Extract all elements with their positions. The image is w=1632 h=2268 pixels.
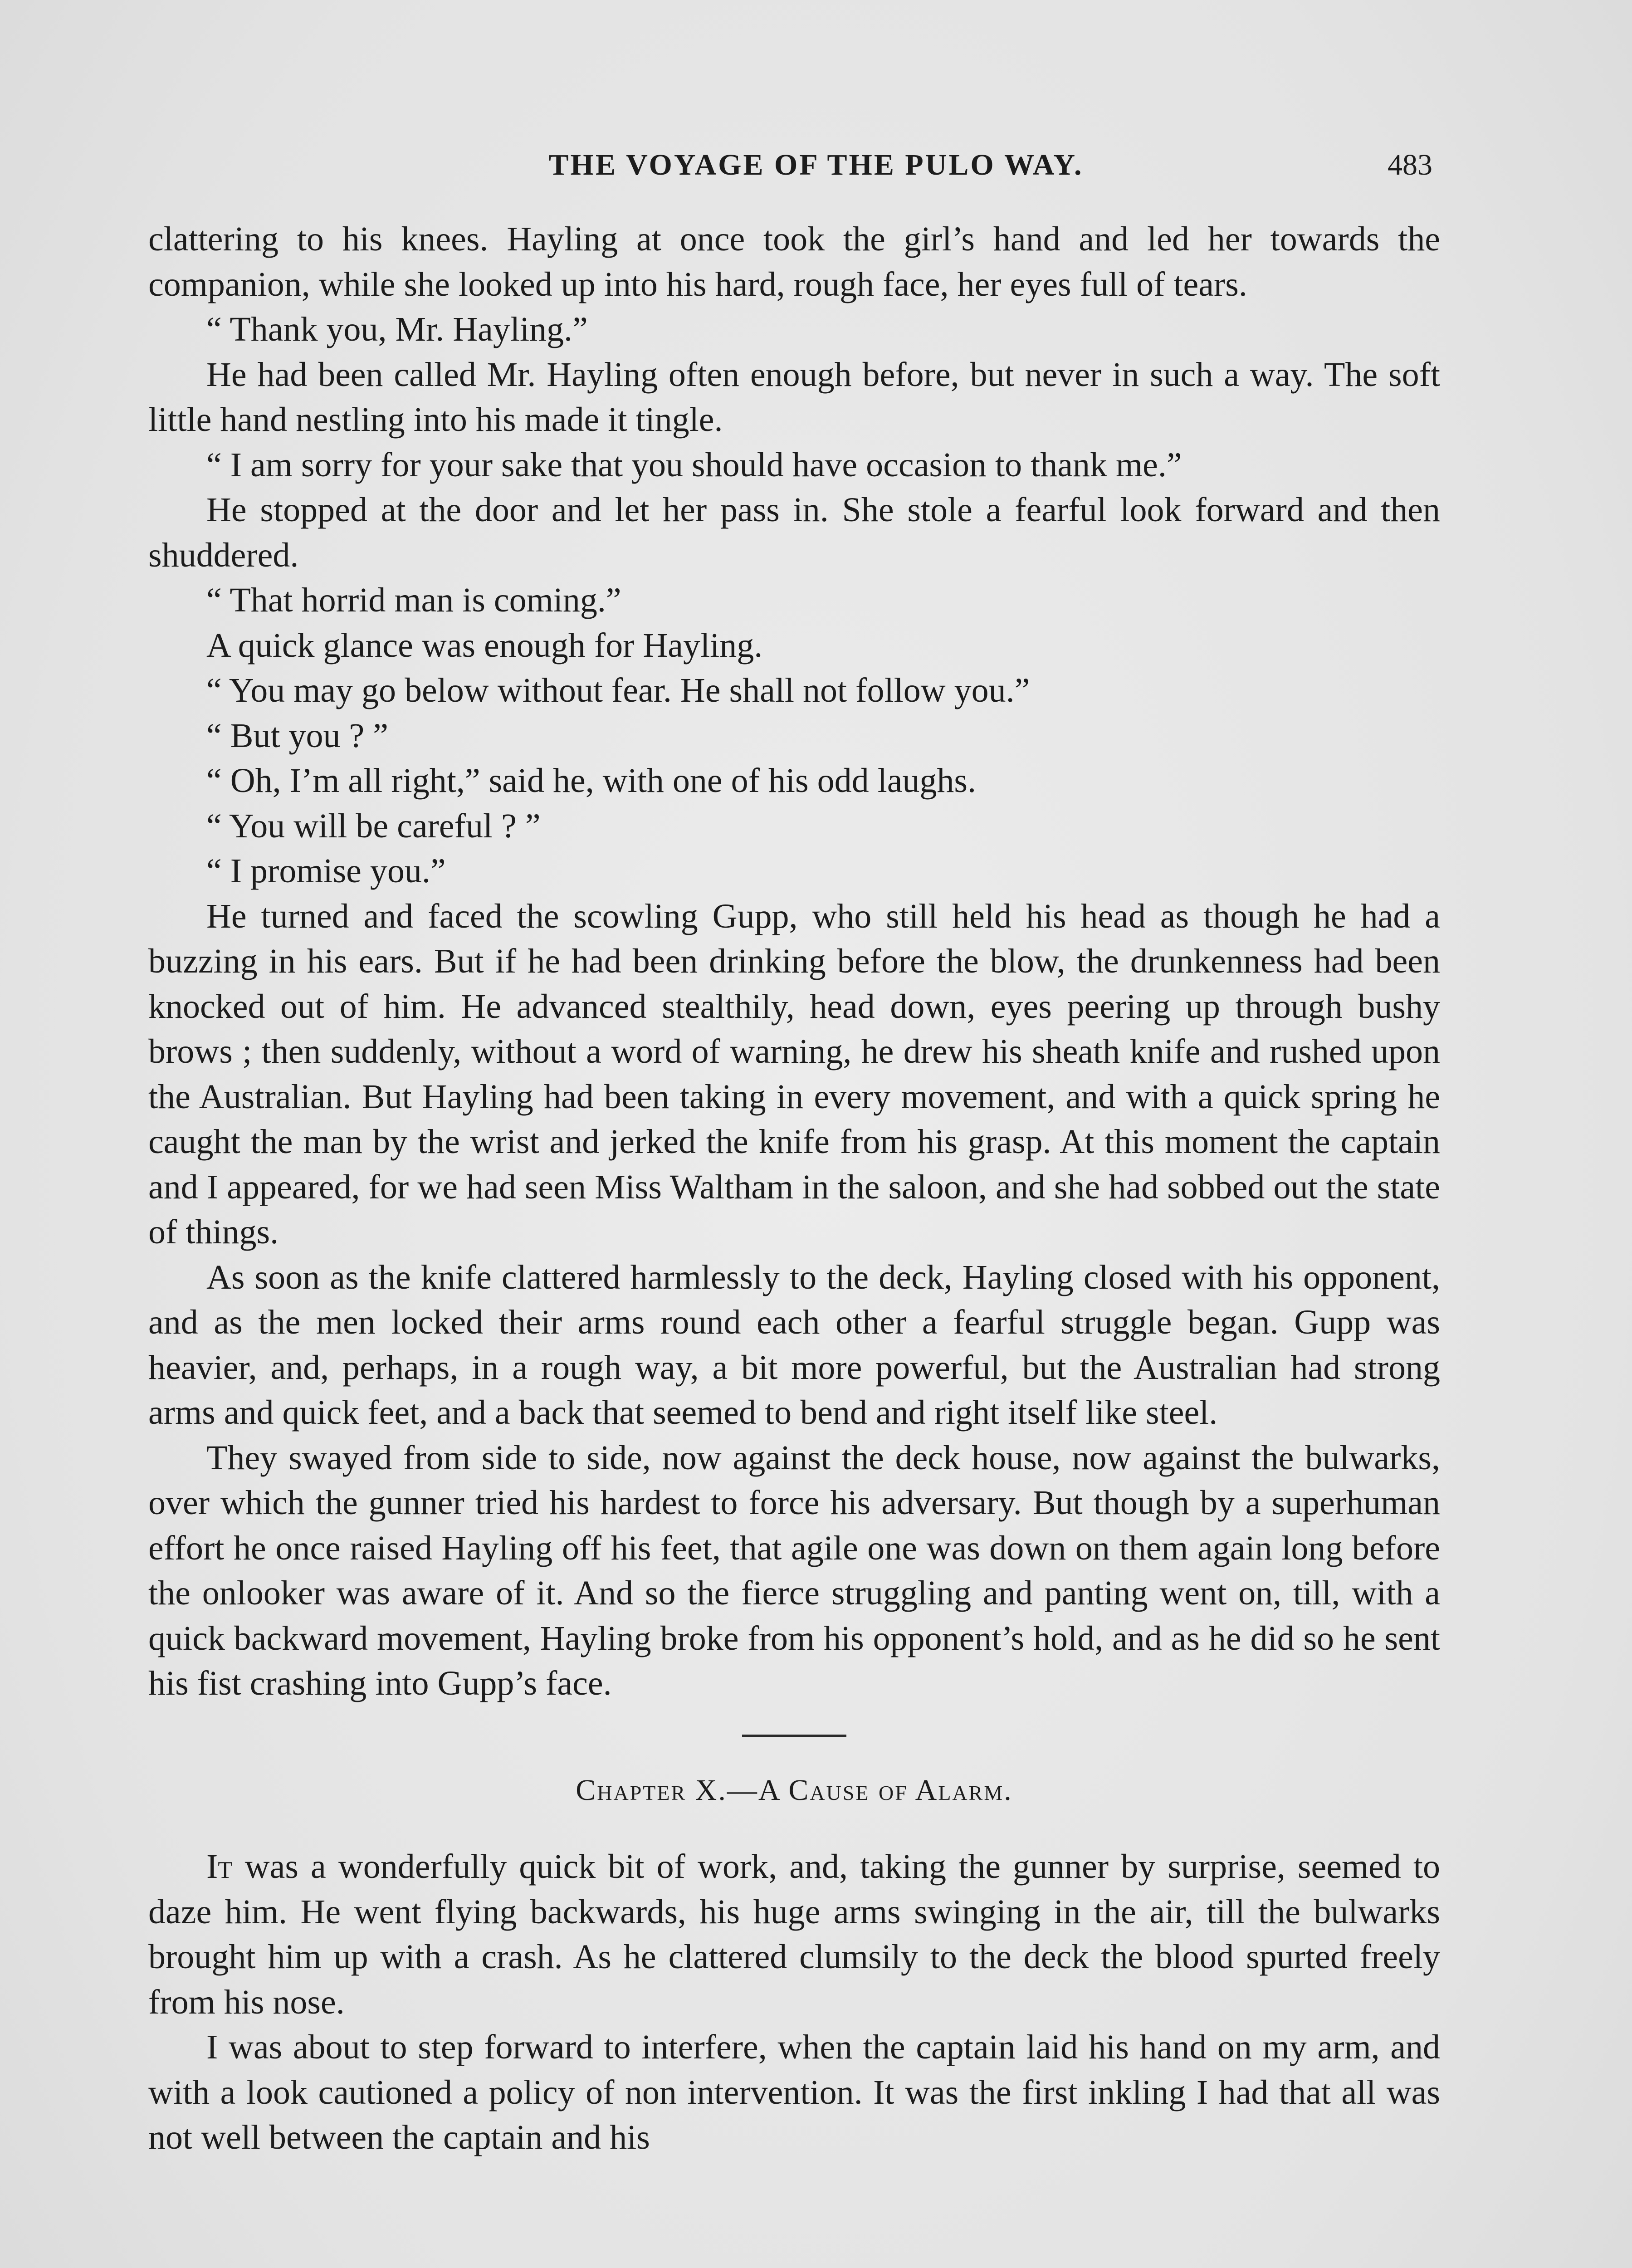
chapter-first-word: It	[206, 1848, 233, 1886]
paragraph: “ Oh, I’m all right,” said he, with one of his odd laughs.	[206, 762, 977, 800]
paragraph: “ You may go below without fear. He shall not follow you.”	[206, 671, 1030, 709]
paragraph: “ I promise you.”	[206, 852, 446, 890]
paragraph: He had been called Mr. Hayling often enough before, but never in such a way. The soft little hand nestling into his made it tingle.	[148, 355, 1440, 439]
paragraph: I was about to step forward to interfere, when the captain laid his hand on my arm, and with a look cautioned a policy of non intervention. It was the first inkling I had that all was not well between the captain and his	[148, 2028, 1440, 2156]
body-text	[148, 217, 1440, 2160]
paragraph: As soon as the knife clattered harmlessly to the deck, Hayling closed with his opponent, and as the men locked their arms round each other a fearful struggle began. Gupp was heavier, and, perhaps, in a rough way, a bit more powerful, but the Australian had strong arms and quick feet, and a back that seemed to bend and right itself like steel.	[148, 1258, 1440, 1432]
running-title: THE VOYAGE OF THE PULO WAY.	[548, 148, 1084, 181]
paragraph: clattering to his knees. Hayling at once took the girl’s hand and led her towards the companion, while she looked up into his hard, rough face, her eyes full of tears.	[148, 220, 1440, 303]
page-number: 483	[1388, 148, 1432, 181]
paragraph: “ Thank you, Mr. Hayling.”	[206, 310, 588, 348]
section-divider	[742, 1735, 846, 1737]
chapter-first-paragraph-text: was a wonderfully quick bit of work, and, taking the gunner by surprise, seemed to daze him. He went flying backwards, his huge arms swinging in the air, till the bulwarks brought him up with a crash. As he clattered clumsily to the deck the blood spurted freely from his nose.	[148, 1848, 1440, 2021]
page-header	[0, 144, 1632, 194]
paragraph: “ That horrid man is coming.”	[206, 581, 621, 619]
paragraph: He turned and faced the scowling Gupp, who still held his head as though he had a buzzing in his ears. But if he had been drinking before the blow, the drunkenness had been knocked out of him. He advanced stealthily, head down, eyes peering up through bushy brows ; then suddenly, without a word of warning, he drew his sheath knife and rushed upon the Australian. But Hayling had been taking in every movement, and with a quick spring he caught the man by the wrist and jerked the knife from his grasp. At this moment the captain and I appeared, for we had seen Miss Waltham in the saloon, and she had sobbed out the state of things.	[148, 897, 1440, 1251]
paragraph: “ But you ? ”	[206, 716, 389, 755]
paragraph: He stopped at the door and let her pass in. She stole a fearful look forward and then shuddered.	[148, 491, 1440, 574]
paragraph: A quick glance was enough for Hayling.	[206, 626, 763, 665]
paragraph: “ I am sorry for your sake that you should have occasion to thank me.”	[206, 445, 1182, 484]
chapter-heading: Chapter X.—A Cause of Alarm.	[576, 1773, 1013, 1807]
paragraph: “ You will be careful ? ”	[206, 807, 541, 845]
paragraph: They swayed from side to side, now against the deck house, now against the bulwarks, over which the gunner tried his hardest to force his adversary. But though by a superhuman effort he once raised Hayling off his feet, that agile one was down on them again long before the onlooker was aware of it. And so the fierce struggling and panting went on, till, with a quick backward movement, Hayling broke from his opponent’s hold, and as he did so he sent his fist crashing into Gupp’s face.	[148, 1438, 1440, 1702]
chapter-first-paragraph	[148, 1844, 1440, 2025]
